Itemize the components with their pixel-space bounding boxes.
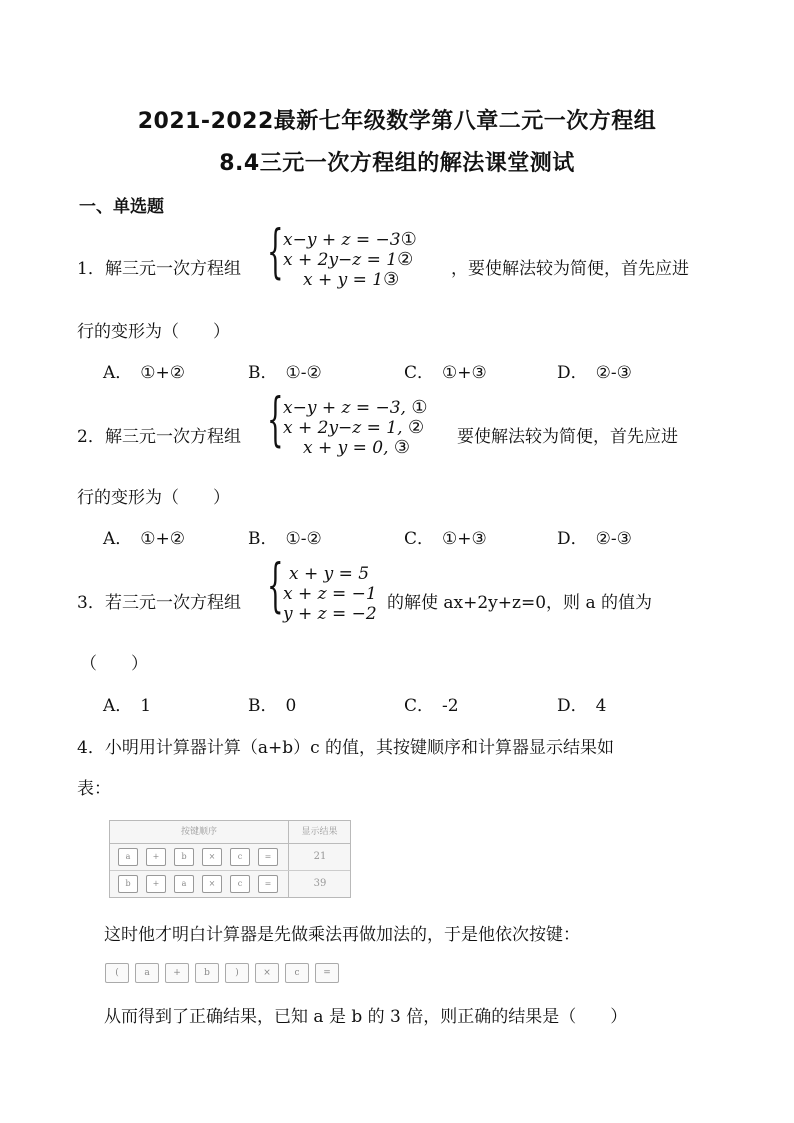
question-suffix: 要使解法较为简便，首先应进 bbox=[457, 427, 678, 447]
calc-key-icon: + bbox=[146, 875, 166, 893]
calc-key-icon: = bbox=[315, 963, 339, 983]
question-prefix: 解三元一次方程组 bbox=[105, 259, 241, 279]
option-d: D． 4 bbox=[557, 696, 607, 716]
marker-2: ② bbox=[397, 249, 414, 270]
calc-key-icon: b bbox=[195, 963, 219, 983]
equation-system bbox=[283, 230, 417, 290]
brace-symbol: { bbox=[267, 217, 284, 285]
question-1 bbox=[77, 217, 737, 292]
option-b: B． ①-② bbox=[248, 529, 322, 549]
option-b: B． ①-② bbox=[248, 363, 322, 383]
marker-3: ③ bbox=[383, 269, 400, 290]
question-number: 2． bbox=[77, 427, 105, 447]
equation-2: x + 2y−z = 1, bbox=[283, 418, 403, 438]
equation-1: x + y = 5 bbox=[289, 564, 370, 584]
document-title: 2021-2022最新七年级数学第八章二元一次方程组 bbox=[137, 109, 657, 134]
brace-symbol: { bbox=[267, 385, 284, 453]
calc-key-icon: a bbox=[118, 848, 138, 866]
calc-key-icon: b bbox=[174, 848, 194, 866]
question-number: 3． bbox=[77, 593, 105, 613]
marker-3: ③ bbox=[393, 437, 411, 458]
question-suffix: 的解使 ax+2y+z=0，则 a 的值为 bbox=[387, 593, 652, 613]
option-c: C． ①+③ bbox=[404, 529, 487, 549]
equation-3: x + y = 1 bbox=[303, 270, 384, 290]
question-4-line-2: 表： bbox=[77, 779, 111, 799]
question-1-continuation: 行的变形为（ ） bbox=[77, 322, 230, 342]
option-a: A． ①+② bbox=[103, 363, 186, 383]
question-number: 4． bbox=[77, 738, 105, 758]
equation-system bbox=[283, 564, 377, 624]
table-header-result: 显示结果 bbox=[289, 821, 350, 844]
table-row bbox=[110, 844, 350, 871]
calc-key-icon: b bbox=[118, 875, 138, 893]
option-d: D． ②-③ bbox=[557, 363, 632, 383]
calc-key-icon: ) bbox=[225, 963, 249, 983]
option-b: B． 0 bbox=[248, 696, 297, 716]
question-prefix: 若三元一次方程组 bbox=[105, 593, 241, 613]
calc-key-icon: × bbox=[255, 963, 279, 983]
calc-key-icon: c bbox=[230, 848, 250, 866]
equation-3: x + y = 0, bbox=[303, 438, 389, 458]
question-3-continuation: （ ） bbox=[80, 654, 148, 674]
key-sequence-image bbox=[105, 960, 345, 984]
question-4-line-3: 这时他才明白计算器是先做乘法再做加法的，于是他依次按键： bbox=[104, 925, 580, 945]
calc-key-icon: + bbox=[146, 848, 166, 866]
calc-key-icon: × bbox=[202, 848, 222, 866]
display-result: 21 bbox=[313, 851, 327, 862]
equation-2: x + 2y−z = 1 bbox=[283, 250, 398, 270]
equation-1: x−y + z = −3 bbox=[283, 230, 401, 250]
key-sequence-table-image bbox=[109, 820, 351, 898]
document-subtitle: 8.4三元一次方程组的解法课堂测试 bbox=[219, 151, 575, 176]
equation-2: x + z = −1 bbox=[283, 584, 377, 604]
calc-key-icon: a bbox=[174, 875, 194, 893]
calc-key-icon: ( bbox=[105, 963, 129, 983]
display-result: 39 bbox=[313, 878, 327, 889]
calc-key-icon: c bbox=[230, 875, 250, 893]
table-header-keys: 按键顺序 bbox=[110, 821, 289, 844]
calc-key-icon: a bbox=[135, 963, 159, 983]
question-4-line-1: 4．小明用计算器计算（a+b）c 的值，其按键顺序和计算器显示结果如 bbox=[77, 738, 615, 758]
question-suffix: ，要使解法较为简便，首先应进 bbox=[451, 259, 689, 279]
marker-1: ① bbox=[411, 397, 428, 418]
option-c: C． -2 bbox=[404, 696, 459, 716]
table-row bbox=[110, 871, 350, 897]
question-3 bbox=[77, 551, 737, 626]
option-a: A． ①+② bbox=[103, 529, 186, 549]
brace-symbol: { bbox=[267, 551, 284, 619]
calc-key-icon: = bbox=[258, 875, 278, 893]
equation-1: x−y + z = −3, bbox=[283, 398, 406, 418]
calc-key-icon: + bbox=[165, 963, 189, 983]
calc-key-icon: c bbox=[285, 963, 309, 983]
question-prefix: 解三元一次方程组 bbox=[105, 427, 241, 447]
marker-1: ① bbox=[400, 229, 417, 250]
option-c: C． ①+③ bbox=[404, 363, 487, 383]
marker-2: ② bbox=[407, 417, 425, 438]
calc-key-icon: × bbox=[202, 875, 222, 893]
equation-3: y + z = −2 bbox=[283, 604, 377, 624]
question-2-continuation: 行的变形为（ ） bbox=[77, 488, 230, 508]
option-a: A． 1 bbox=[103, 696, 152, 716]
section-heading: 一、单选题 bbox=[79, 197, 164, 217]
calc-key-icon: = bbox=[258, 848, 278, 866]
question-2 bbox=[77, 385, 737, 460]
question-4-line-4: 从而得到了正确结果，已知 a 是 b 的 3 倍，则正确的结果是（ ） bbox=[104, 1007, 628, 1027]
question-number: 1． bbox=[77, 259, 105, 279]
equation-system bbox=[283, 398, 428, 458]
option-d: D． ②-③ bbox=[557, 529, 632, 549]
